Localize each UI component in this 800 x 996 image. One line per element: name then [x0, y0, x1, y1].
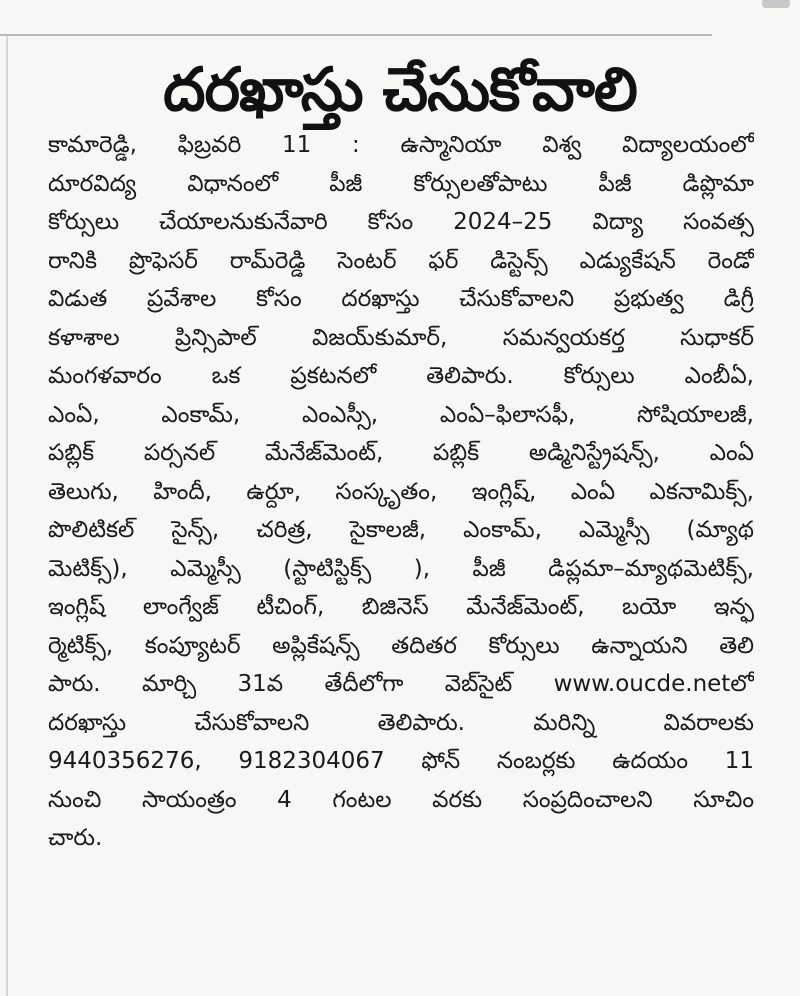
article-line: ఎంఏ, ఎంకామ్, ఎంఎస్సీ, ఎంఏ–ఫిలాసఫీ, సోషియాలజీ,	[48, 401, 754, 428]
article-line: 9440356276, 9182304067 ఫోన్ నంబర్లకు ఉదయం 11	[48, 748, 754, 774]
article-line: తెలుగు, హిందీ, ఉర్దూ, సంస్కృతం, ఇంగ్లిష్, ఎంఏ ఎకనామిక్స్,	[48, 478, 754, 505]
article-line: ర్మెటిక్స్, కంప్యూటర్ అప్లికేషన్స్ తదితర కోర్సులు ఉన్నాయని తెలి	[48, 632, 754, 659]
column-rule	[6, 36, 8, 996]
article-line: చారు.	[48, 825, 103, 851]
article-line: దరఖాస్తు చేసుకోవాలని తెలిపారు. మరిన్ని వివరాలకు	[48, 709, 754, 736]
article-line: మంగళవారం ఒక ప్రకటనలో తెలిపారు. కోర్సులు ఎంబీఏ,	[48, 363, 754, 389]
article-line: కళాశాల ప్రిన్సిపాల్ విజయ్‌కుమార్, సమన్వయకర్త సుధాకర్	[48, 324, 754, 351]
article-line: కామారెడ్డి, ఫిబ్రవరి 11 : ఉస్మానియా విశ్వ విద్యాలయంలో	[48, 132, 754, 158]
article-line: పారు. మార్చి 31వ తేదీలోగా వెబ్‌సైట్ www.oucde.netలో	[48, 671, 754, 697]
headline: దరఖాస్తు చేసుకోవాలి	[163, 55, 637, 125]
clipping-corner-mark	[762, 0, 790, 8]
article-line: నుంచి సాయంత్రం 4 గంటల వరకు సంప్రదించాలని సూచిం	[48, 786, 754, 813]
article-line: ఇంగ్లిష్ లాంగ్వేజ్ టీచింగ్, బిజినెస్ మేనేజ్‌మెంట్, బయో ఇన్ఫ	[48, 594, 754, 620]
article-line: విడుత ప్రవేశాల కోసం దరఖాస్తు చేసుకోవాలని ప్రభుత్వ డిగ్రీ	[48, 286, 754, 312]
article-line: పబ్లిక్ పర్సనల్ మేనేజ్‌మెంట్, పబ్లిక్ అడ్మినిస్ట్రేషన్స్, ఎంఏ	[48, 440, 754, 466]
article-line: పొలిటికల్ సైన్స్, చరిత్ర, సైకాలజీ, ఎంకామ్, ఎమ్మెస్సీ (మ్యాథ	[48, 517, 754, 543]
article-line: మెటిక్స్), ఎమ్మెస్సీ (స్టాటిస్టిక్స్ ), పీజీ డిప్లమా–మ్యాథమెటిక్స్,	[48, 555, 754, 582]
top-rule	[0, 34, 712, 36]
article-line: రానికి ప్రొఫెసర్ రామ్‌రెడ్డి సెంటర్ ఫర్ డిస్టెన్స్ ఎడ్యుకేషన్ రెండో	[48, 247, 754, 274]
article-line: దూరవిద్య విధానంలో పీజీ కోర్సులతోపాటు పీజీ డిప్లొమా	[48, 170, 754, 197]
article-body	[48, 126, 754, 858]
article-line: కోర్సులు చేయాలనుకునేవారి కోసం 2024–25 విద్యా సంవత్స	[48, 209, 754, 235]
